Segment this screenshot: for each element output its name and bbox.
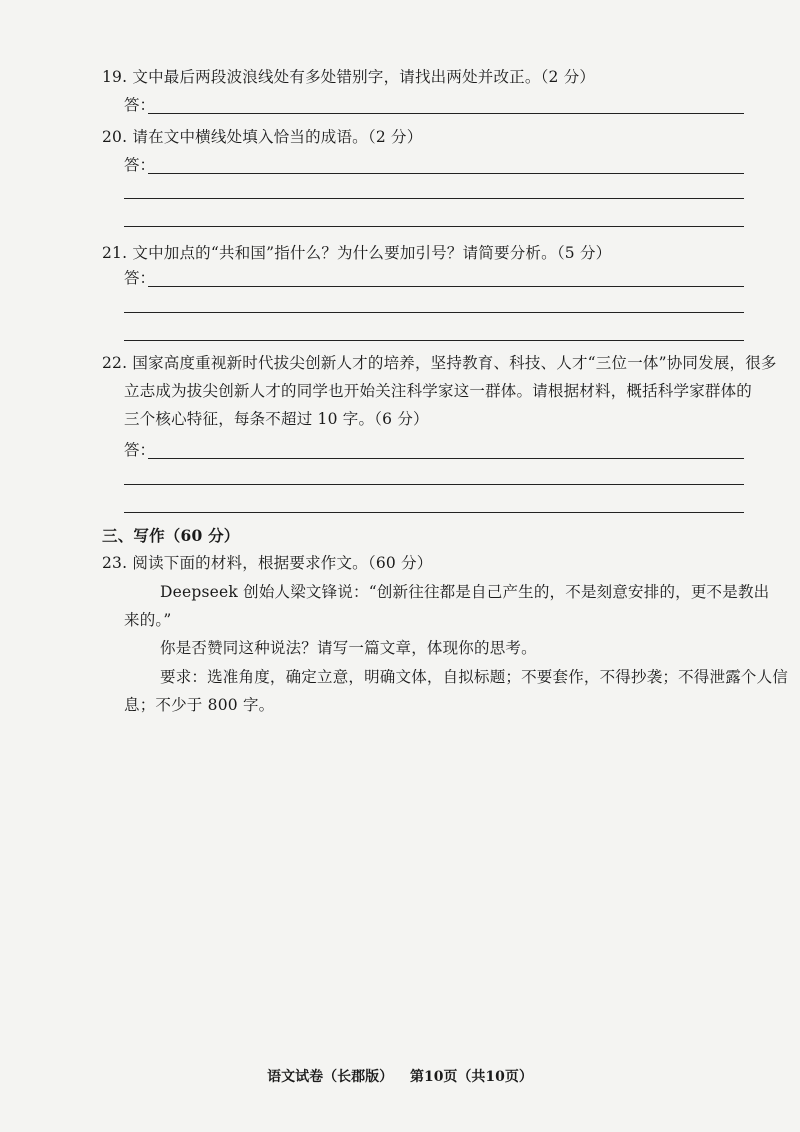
q19-answer-row[interactable] bbox=[124, 95, 744, 117]
q23-requirements-line-2: 息；不少于 800 字。 bbox=[124, 696, 275, 714]
q20-answer-line bbox=[148, 173, 744, 174]
footer-page-number: 第10页（共10页） bbox=[409, 1069, 533, 1085]
q23-material-line-1: Deepseek 创始人梁文锋说：“创新往往都是自己产生的，不是刻意安排的，更不是教出 bbox=[160, 583, 770, 601]
q20-blank-line-2[interactable] bbox=[124, 198, 744, 199]
page-footer bbox=[0, 1068, 800, 1086]
q21-blank-line-2[interactable] bbox=[124, 312, 744, 313]
q23-requirements-line-1: 要求：选准角度，确定立意，明确文体，自拟标题；不要套作，不得抄袭；不得泄露个人信 bbox=[160, 668, 789, 686]
q19-prompt: 19. 文中最后两段波浪线处有多处错别字，请找出两处并改正。（2 分） bbox=[102, 68, 596, 86]
q23-task-line: 你是否赞同这种说法？请写一篇文章，体现你的思考。 bbox=[160, 639, 537, 657]
q22-answer-line bbox=[148, 458, 744, 459]
q23-material-line-2: 来的。” bbox=[124, 611, 172, 629]
footer-subject: 语文试卷（长郡版） bbox=[267, 1069, 394, 1085]
q20-prompt: 20. 请在文中横线处填入恰当的成语。（2 分） bbox=[102, 128, 423, 146]
q20-answer-label: 答： bbox=[124, 156, 156, 174]
q22-blank-line-2[interactable] bbox=[124, 484, 744, 485]
q22-prompt-line-3: 三个核心特征，每条不超过 10 字。（6 分） bbox=[124, 410, 429, 428]
q23-prompt: 23. 阅读下面的材料，根据要求作文。（60 分） bbox=[102, 554, 433, 572]
q21-answer-label: 答： bbox=[124, 269, 156, 287]
q21-prompt: 21. 文中加点的“共和国”指什么？为什么要加引号？请简要分析。（5 分） bbox=[102, 244, 612, 262]
q22-blank-line-3[interactable] bbox=[124, 512, 744, 513]
q21-answer-row[interactable] bbox=[124, 268, 744, 290]
q22-answer-row[interactable] bbox=[124, 440, 744, 462]
q21-answer-line bbox=[148, 286, 744, 287]
q19-answer-line bbox=[148, 113, 744, 114]
q20-answer-row[interactable] bbox=[124, 155, 744, 177]
q20-blank-line-3[interactable] bbox=[124, 226, 744, 227]
q22-prompt-line-2: 立志成为拔尖创新人才的同学也开始关注科学家这一群体。请根据材料，概括科学家群体的 bbox=[124, 382, 753, 400]
q22-answer-label: 答： bbox=[124, 441, 156, 459]
q22-prompt-line-1: 22. 国家高度重视新时代拔尖创新人才的培养，坚持教育、科技、人才“三位一体”协同发展，很多 bbox=[102, 354, 777, 372]
q21-blank-line-3[interactable] bbox=[124, 340, 744, 341]
section-3-heading: 三、写作（60 分） bbox=[102, 526, 240, 545]
q19-answer-label: 答： bbox=[124, 96, 156, 114]
